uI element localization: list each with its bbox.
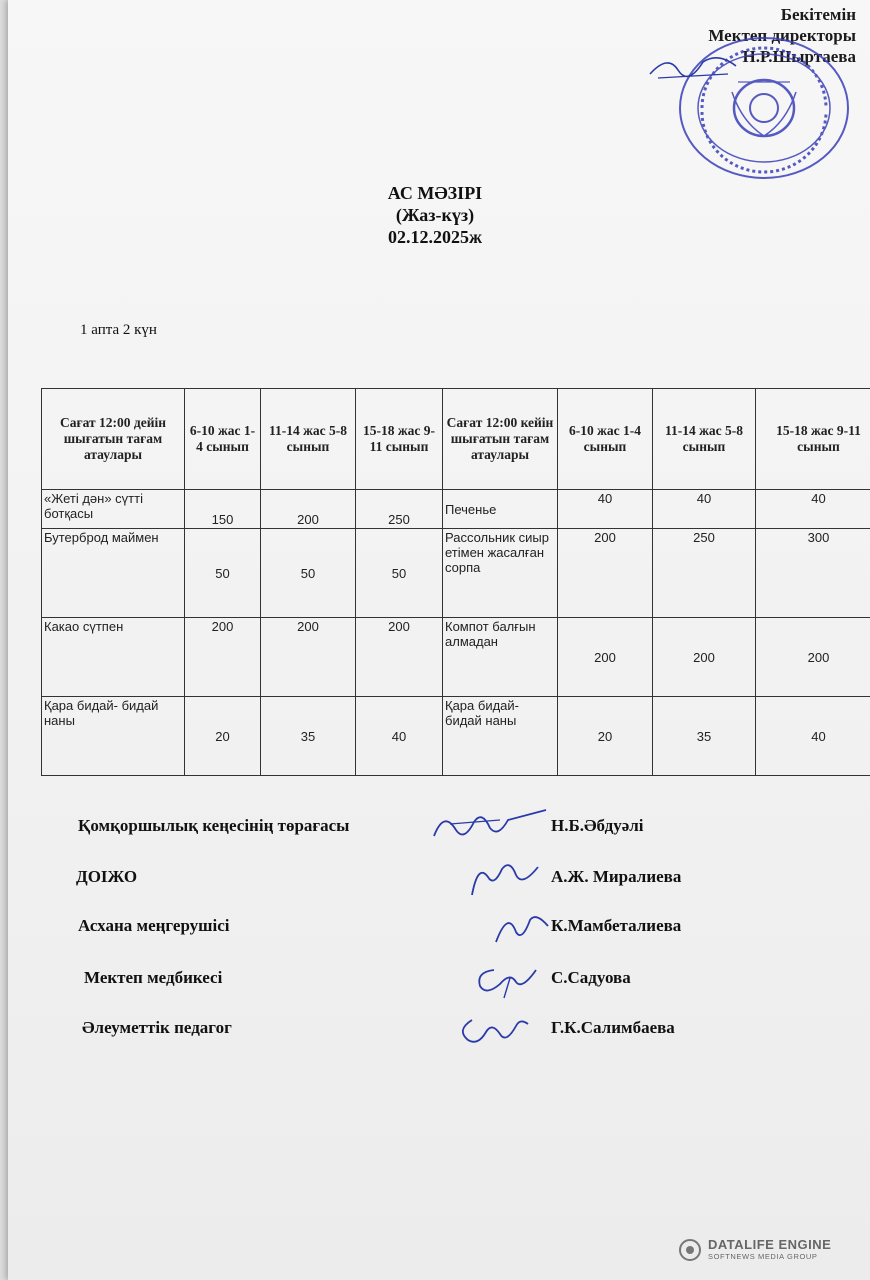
signer-name: Г.К.Салимбаева [551,1018,675,1037]
portion-cell: 50 [356,529,443,618]
director-signature [648,44,738,84]
portion-cell: 40 [756,490,870,529]
portion-cell: 200 [356,618,443,697]
dish-afternoon: Компот балғын алмадан [443,618,558,697]
portion-cell: 50 [261,529,356,618]
portion-cell: 20 [558,697,653,776]
portion-cell: 35 [653,697,756,776]
signer-role: Әлеуметтік педагог [82,1018,232,1037]
portion-cell: 50 [185,529,261,618]
signer-name: А.Ж. Миралиева [551,867,682,886]
table-row [42,618,870,697]
dish-morning: «Жеті дән» сүтті ботқасы [42,490,185,529]
signer-name: С.Садуова [551,968,631,987]
signature-row [0,958,870,998]
portion-cell: 200 [261,618,356,697]
portion-cell: 40 [558,490,653,529]
handwritten-signature [470,958,550,1002]
signature-row [0,1008,870,1048]
header-cell: Сағат 12:00 дейін шығатын тағам атаулары [42,389,185,490]
portion-cell: 250 [653,529,756,618]
portion-cell: 250 [356,490,443,529]
signer-name: К.Мамбеталиева [551,916,682,935]
document-title: АС МӘЗІРІ [387,183,483,203]
dish-afternoon: Рассольник сиыр етімен жасалған сорпа [443,529,558,618]
header-cell: 11-14 жас 5-8 сынып [261,389,356,490]
dish-morning: Қара бидай- бидай наны [42,697,185,776]
menu-table [41,388,870,776]
season-label: (Жаз-күз) [395,205,475,225]
dish-morning: Бутерброд маймен [42,529,185,618]
dish-morning: Какао сүтпен [42,618,185,697]
header-cell: 11-14 жас 5-8 сынып [653,389,756,490]
signer-role: ДОІЖО [76,867,138,886]
portion-cell: 200 [558,618,653,697]
approval-line-1: Бекітемін [780,5,856,24]
signature-row [0,857,870,897]
signer-role: Қомқоршылық кеңесінің төрағасы [78,816,350,835]
menu-date: 02.12.2025ж [387,227,483,247]
portion-cell: 35 [261,697,356,776]
signer-role: Мектеп медбикесі [84,968,223,987]
signer-role: Асхана меңгерушісі [78,916,230,935]
table-row [42,529,870,618]
datalife-logo-icon [678,1238,702,1262]
header-cell: 15-18 жас 9-11 сынып [356,389,443,490]
signature-row [0,806,870,846]
portion-cell: 150 [185,490,261,529]
table-row [42,490,870,529]
handwritten-signature [492,906,552,948]
watermark-sub-text: SOFTNEWS MEDIA GROUP [708,1252,818,1261]
approval-line-2: Мектеп директоры [708,26,856,45]
title-block [0,182,870,248]
signature-row [0,906,870,946]
dish-afternoon: Печенье [443,490,558,529]
portion-cell: 200 [653,618,756,697]
portion-cell: 200 [756,618,870,697]
watermark-main-text: DATALIFE ENGINE [708,1237,832,1252]
header-cell: 6-10 жас 1-4 сынып [185,389,261,490]
portion-cell: 40 [756,697,870,776]
table-row [42,697,870,776]
portion-cell: 200 [185,618,261,697]
portion-cell: 300 [756,529,870,618]
handwritten-signature [454,1008,534,1052]
dish-afternoon: Қара бидай- бидай наны [443,697,558,776]
portion-cell: 40 [653,490,756,529]
table-header-row [42,389,870,490]
portion-cell: 40 [356,697,443,776]
portion-cell: 200 [558,529,653,618]
handwritten-signature [466,857,546,901]
handwritten-signature [430,806,550,846]
approval-line-3: Н.Р.Шыртаева [742,47,856,66]
header-cell: Сағат 12:00 кейін шығатын тағам атаулары [443,389,558,490]
header-cell: 6-10 жас 1-4 сынып [558,389,653,490]
signer-name: Н.Б.Әбдуәлі [551,816,644,835]
portion-cell: 20 [185,697,261,776]
portion-cell: 200 [261,490,356,529]
header-cell: 15-18 жас 9-11 сынып [756,389,870,490]
week-day-label: 1 апта 2 күн [80,322,157,338]
